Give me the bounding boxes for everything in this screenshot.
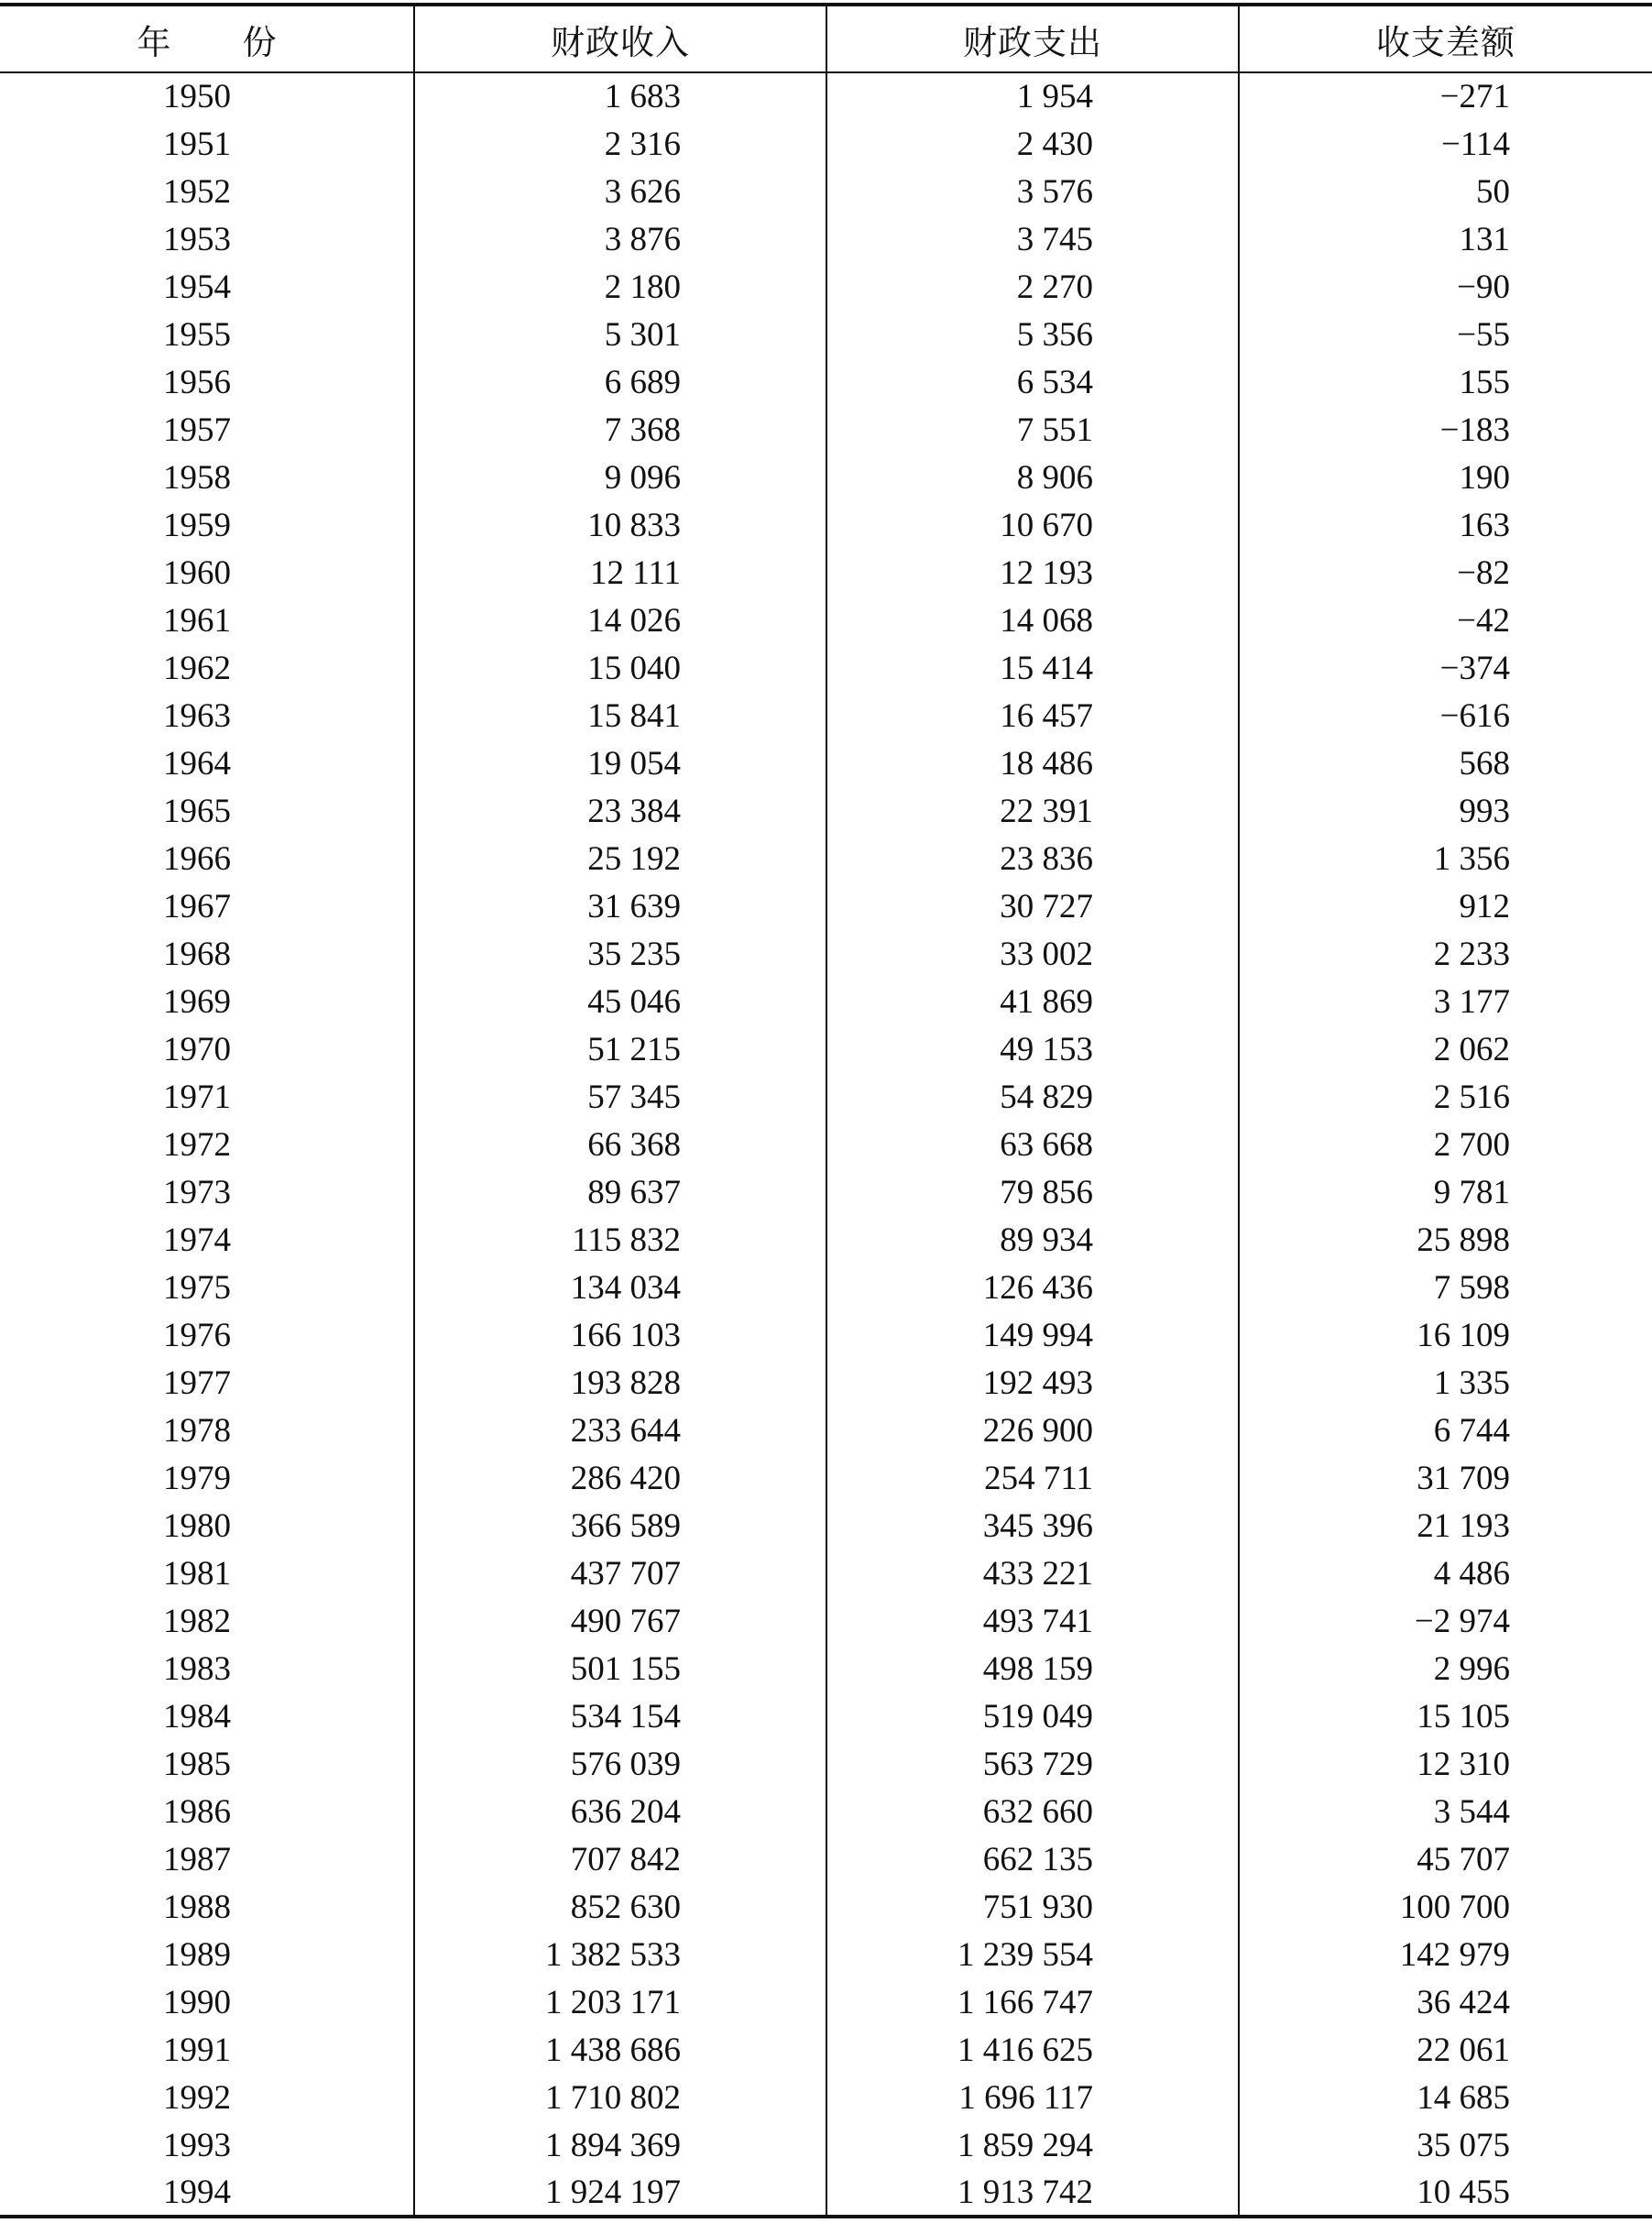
- expenditure-cell: 7 551: [826, 406, 1239, 454]
- table-row: [0, 1978, 1652, 2026]
- year-cell: 1992: [163, 2078, 231, 2117]
- table-row: [0, 454, 1652, 501]
- table-row: [0, 644, 1652, 692]
- year-cell: 1976: [163, 1316, 231, 1354]
- year-cell: 1972: [163, 1125, 231, 1164]
- header-balance: 收支差额: [1239, 5, 1652, 72]
- revenue-cell: 45 046: [414, 978, 826, 1025]
- revenue-cell: 51 215: [414, 1025, 826, 1073]
- table-row: [0, 882, 1652, 930]
- year-cell: 1961: [163, 601, 231, 640]
- balance-cell: 50: [1239, 168, 1652, 215]
- table-row: [0, 930, 1652, 978]
- expenditure-cell: 63 668: [826, 1121, 1239, 1168]
- revenue-cell: 9 096: [414, 454, 826, 501]
- year-cell: 1957: [163, 411, 231, 449]
- year-cell: 1959: [163, 506, 231, 544]
- revenue-cell: 12 111: [414, 549, 826, 597]
- table-row: [0, 406, 1652, 454]
- revenue-cell: 10 833: [414, 501, 826, 549]
- balance-cell: 45 707: [1239, 1835, 1652, 1883]
- balance-cell: −271: [1239, 72, 1652, 120]
- balance-cell: 12 310: [1239, 1740, 1652, 1788]
- revenue-cell: 852 630: [414, 1883, 826, 1931]
- year-cell: 1962: [163, 649, 231, 687]
- expenditure-cell: 79 856: [826, 1168, 1239, 1216]
- balance-cell: 993: [1239, 787, 1652, 835]
- expenditure-cell: 14 068: [826, 597, 1239, 644]
- expenditure-cell: 22 391: [826, 787, 1239, 835]
- year-cell: 1989: [163, 1935, 231, 1974]
- balance-cell: 1 356: [1239, 835, 1652, 882]
- year-cell: 1965: [163, 792, 231, 830]
- expenditure-cell: 254 711: [826, 1454, 1239, 1502]
- table-row: [0, 835, 1652, 882]
- revenue-cell: 66 368: [414, 1121, 826, 1168]
- table-row: [0, 2074, 1652, 2121]
- table-row: [0, 215, 1652, 263]
- balance-cell: 35 075: [1239, 2121, 1652, 2169]
- table-row: [0, 1216, 1652, 1264]
- revenue-cell: 286 420: [414, 1454, 826, 1502]
- revenue-cell: 89 637: [414, 1168, 826, 1216]
- year-cell: 1971: [163, 1078, 231, 1116]
- expenditure-cell: 1 954: [826, 72, 1239, 120]
- table-row: [0, 1788, 1652, 1835]
- year-cell: 1970: [163, 1030, 231, 1068]
- revenue-cell: 576 039: [414, 1740, 826, 1788]
- table-row: [0, 2121, 1652, 2169]
- balance-cell: −374: [1239, 644, 1652, 692]
- expenditure-cell: 226 900: [826, 1407, 1239, 1454]
- balance-cell: −183: [1239, 406, 1652, 454]
- table-row: [0, 120, 1652, 168]
- year-cell: 1993: [163, 2126, 231, 2164]
- expenditure-cell: 433 221: [826, 1550, 1239, 1597]
- expenditure-cell: 18 486: [826, 739, 1239, 787]
- balance-cell: 2 996: [1239, 1645, 1652, 1692]
- balance-cell: 912: [1239, 882, 1652, 930]
- table-row: [0, 1311, 1652, 1359]
- expenditure-cell: 632 660: [826, 1788, 1239, 1835]
- revenue-cell: 166 103: [414, 1311, 826, 1359]
- table-row: [0, 1025, 1652, 1073]
- expenditure-cell: 1 239 554: [826, 1931, 1239, 1978]
- expenditure-cell: 1 913 742: [826, 2169, 1239, 2217]
- revenue-cell: 1 894 369: [414, 2121, 826, 2169]
- balance-cell: −114: [1239, 120, 1652, 168]
- revenue-cell: 5 301: [414, 311, 826, 358]
- expenditure-cell: 5 356: [826, 311, 1239, 358]
- expenditure-cell: 16 457: [826, 692, 1239, 739]
- year-cell: 1968: [163, 935, 231, 973]
- expenditure-cell: 3 576: [826, 168, 1239, 215]
- revenue-cell: 707 842: [414, 1835, 826, 1883]
- balance-cell: −42: [1239, 597, 1652, 644]
- year-cell: 1964: [163, 744, 231, 783]
- year-cell: 1983: [163, 1649, 231, 1688]
- revenue-cell: 23 384: [414, 787, 826, 835]
- table-row: [0, 1692, 1652, 1740]
- table-row: [0, 358, 1652, 406]
- table-row: [0, 1835, 1652, 1883]
- table-row: [0, 1550, 1652, 1597]
- expenditure-cell: 563 729: [826, 1740, 1239, 1788]
- expenditure-cell: 3 745: [826, 215, 1239, 263]
- expenditure-cell: 12 193: [826, 549, 1239, 597]
- expenditure-cell: 54 829: [826, 1073, 1239, 1121]
- year-cell: 1967: [163, 887, 231, 925]
- balance-cell: 3 544: [1239, 1788, 1652, 1835]
- header-year: 年 份: [0, 5, 414, 72]
- table-row: [0, 501, 1652, 549]
- year-cell: 1958: [163, 458, 231, 497]
- revenue-cell: 35 235: [414, 930, 826, 978]
- balance-cell: −90: [1239, 263, 1652, 311]
- expenditure-cell: 498 159: [826, 1645, 1239, 1692]
- balance-cell: 131: [1239, 215, 1652, 263]
- table-row: [0, 978, 1652, 1025]
- revenue-cell: 3 626: [414, 168, 826, 215]
- year-cell: 1954: [163, 268, 231, 306]
- balance-cell: 6 744: [1239, 1407, 1652, 1454]
- expenditure-cell: 15 414: [826, 644, 1239, 692]
- year-cell: 1986: [163, 1792, 231, 1831]
- expenditure-cell: 1 416 625: [826, 2026, 1239, 2074]
- balance-cell: −616: [1239, 692, 1652, 739]
- table-header: [0, 5, 1652, 72]
- balance-cell: 10 455: [1239, 2169, 1652, 2217]
- revenue-cell: 233 644: [414, 1407, 826, 1454]
- balance-cell: 2 233: [1239, 930, 1652, 978]
- expenditure-cell: 10 670: [826, 501, 1239, 549]
- balance-cell: 100 700: [1239, 1883, 1652, 1931]
- expenditure-cell: 89 934: [826, 1216, 1239, 1264]
- table-row: [0, 1502, 1652, 1550]
- year-cell: 1981: [163, 1554, 231, 1593]
- revenue-cell: 2 180: [414, 263, 826, 311]
- revenue-cell: 490 767: [414, 1597, 826, 1645]
- year-cell: 1950: [163, 78, 231, 115]
- table-row: [0, 1121, 1652, 1168]
- table-row: [0, 72, 1652, 120]
- balance-cell: 568: [1239, 739, 1652, 787]
- expenditure-cell: 345 396: [826, 1502, 1239, 1550]
- year-cell: 1988: [163, 1888, 231, 1926]
- balance-cell: 2 700: [1239, 1121, 1652, 1168]
- table-row: [0, 549, 1652, 597]
- table-row: [0, 787, 1652, 835]
- revenue-cell: 134 034: [414, 1264, 826, 1311]
- year-cell: 1977: [163, 1363, 231, 1402]
- revenue-cell: 15 040: [414, 644, 826, 692]
- year-cell: 1985: [163, 1745, 231, 1783]
- balance-cell: −55: [1239, 311, 1652, 358]
- expenditure-cell: 33 002: [826, 930, 1239, 978]
- balance-cell: 22 061: [1239, 2026, 1652, 2074]
- expenditure-cell: 2 430: [826, 120, 1239, 168]
- expenditure-cell: 493 741: [826, 1597, 1239, 1645]
- table-row: [0, 1073, 1652, 1121]
- balance-cell: 4 486: [1239, 1550, 1652, 1597]
- year-cell: 1963: [163, 696, 231, 735]
- expenditure-cell: 149 994: [826, 1311, 1239, 1359]
- year-cell: 1969: [163, 982, 231, 1021]
- revenue-cell: 193 828: [414, 1359, 826, 1407]
- balance-cell: 15 105: [1239, 1692, 1652, 1740]
- balance-cell: 14 685: [1239, 2074, 1652, 2121]
- balance-cell: 190: [1239, 454, 1652, 501]
- revenue-cell: 1 438 686: [414, 2026, 826, 2074]
- year-cell: 1990: [163, 1983, 231, 2021]
- year-cell: 1984: [163, 1697, 231, 1736]
- table-row: [0, 311, 1652, 358]
- revenue-cell: 1 382 533: [414, 1931, 826, 1978]
- balance-cell: 2 062: [1239, 1025, 1652, 1073]
- revenue-cell: 501 155: [414, 1645, 826, 1692]
- revenue-cell: 1 710 802: [414, 2074, 826, 2121]
- revenue-cell: 7 368: [414, 406, 826, 454]
- table-row: [0, 1168, 1652, 1216]
- expenditure-cell: 8 906: [826, 454, 1239, 501]
- balance-cell: 2 516: [1239, 1073, 1652, 1121]
- revenue-cell: 2 316: [414, 120, 826, 168]
- table-row: [0, 1740, 1652, 1788]
- table-row: [0, 1264, 1652, 1311]
- revenue-cell: 437 707: [414, 1550, 826, 1597]
- revenue-cell: 636 204: [414, 1788, 826, 1835]
- expenditure-cell: 519 049: [826, 1692, 1239, 1740]
- balance-cell: 31 709: [1239, 1454, 1652, 1502]
- balance-cell: −82: [1239, 549, 1652, 597]
- fiscal-table-wrapper: [0, 3, 1652, 2218]
- fiscal-revenue-expenditure-table: [0, 3, 1652, 2218]
- revenue-cell: 1 203 171: [414, 1978, 826, 2026]
- balance-cell: 25 898: [1239, 1216, 1652, 1264]
- revenue-cell: 25 192: [414, 835, 826, 882]
- expenditure-cell: 751 930: [826, 1883, 1239, 1931]
- balance-cell: 163: [1239, 501, 1652, 549]
- revenue-cell: 1 683: [414, 72, 826, 120]
- year-cell: 1973: [163, 1173, 231, 1211]
- revenue-cell: 15 841: [414, 692, 826, 739]
- expenditure-cell: 126 436: [826, 1264, 1239, 1311]
- table-row: [0, 1407, 1652, 1454]
- balance-cell: 7 598: [1239, 1264, 1652, 1311]
- year-cell: 1960: [163, 553, 231, 592]
- table-row: [0, 2169, 1652, 2217]
- expenditure-cell: 1 166 747: [826, 1978, 1239, 2026]
- year-cell: 1955: [163, 315, 231, 354]
- expenditure-cell: 49 153: [826, 1025, 1239, 1073]
- expenditure-cell: 192 493: [826, 1359, 1239, 1407]
- revenue-cell: 3 876: [414, 215, 826, 263]
- year-cell: 1956: [163, 363, 231, 401]
- year-cell: 1975: [163, 1268, 231, 1307]
- year-cell: 1991: [163, 2031, 231, 2069]
- table-row: [0, 1454, 1652, 1502]
- revenue-cell: 31 639: [414, 882, 826, 930]
- revenue-cell: 14 026: [414, 597, 826, 644]
- balance-cell: 16 109: [1239, 1311, 1652, 1359]
- year-cell: 1980: [163, 1506, 231, 1545]
- year-cell: 1974: [163, 1221, 231, 1259]
- year-cell: 1987: [163, 1840, 231, 1878]
- balance-cell: 1 335: [1239, 1359, 1652, 1407]
- header-row: [0, 5, 1652, 72]
- table-row: [0, 263, 1652, 311]
- balance-cell: 36 424: [1239, 1978, 1652, 2026]
- balance-cell: 3 177: [1239, 978, 1652, 1025]
- year-cell: 1979: [163, 1459, 231, 1497]
- revenue-cell: 115 832: [414, 1216, 826, 1264]
- revenue-cell: 366 589: [414, 1502, 826, 1550]
- year-cell: 1978: [163, 1411, 231, 1450]
- expenditure-cell: 30 727: [826, 882, 1239, 930]
- revenue-cell: 6 689: [414, 358, 826, 406]
- header-revenue: 财政收入: [414, 5, 826, 72]
- revenue-cell: 19 054: [414, 739, 826, 787]
- balance-cell: 142 979: [1239, 1931, 1652, 1978]
- year-cell: 1966: [163, 839, 231, 878]
- expenditure-cell: 23 836: [826, 835, 1239, 882]
- year-cell: 1951: [163, 125, 231, 163]
- expenditure-cell: 1 696 117: [826, 2074, 1239, 2121]
- table-row: [0, 739, 1652, 787]
- expenditure-cell: 41 869: [826, 978, 1239, 1025]
- expenditure-cell: 2 270: [826, 263, 1239, 311]
- header-expenditure: 财政支出: [826, 5, 1239, 72]
- table-row: [0, 1597, 1652, 1645]
- revenue-cell: 1 924 197: [414, 2169, 826, 2217]
- table-row: [0, 597, 1652, 644]
- balance-cell: 155: [1239, 358, 1652, 406]
- expenditure-cell: 6 534: [826, 358, 1239, 406]
- revenue-cell: 57 345: [414, 1073, 826, 1121]
- table-row: [0, 1359, 1652, 1407]
- year-cell: 1994: [0, 2169, 414, 2217]
- balance-cell: 21 193: [1239, 1502, 1652, 1550]
- expenditure-cell: 662 135: [826, 1835, 1239, 1883]
- year-cell: 1982: [163, 1602, 231, 1640]
- table-row: [0, 2026, 1652, 2074]
- table-row: [0, 1883, 1652, 1931]
- table-row: [0, 1645, 1652, 1692]
- table-row: [0, 1931, 1652, 1978]
- revenue-cell: 534 154: [414, 1692, 826, 1740]
- year-cell: 1953: [163, 220, 231, 258]
- expenditure-cell: 1 859 294: [826, 2121, 1239, 2169]
- balance-cell: −2 974: [1239, 1597, 1652, 1645]
- table-row: [0, 168, 1652, 215]
- year-cell: 1952: [163, 172, 231, 211]
- balance-cell: 9 781: [1239, 1168, 1652, 1216]
- table-row: [0, 692, 1652, 739]
- table-body: [0, 72, 1652, 2217]
